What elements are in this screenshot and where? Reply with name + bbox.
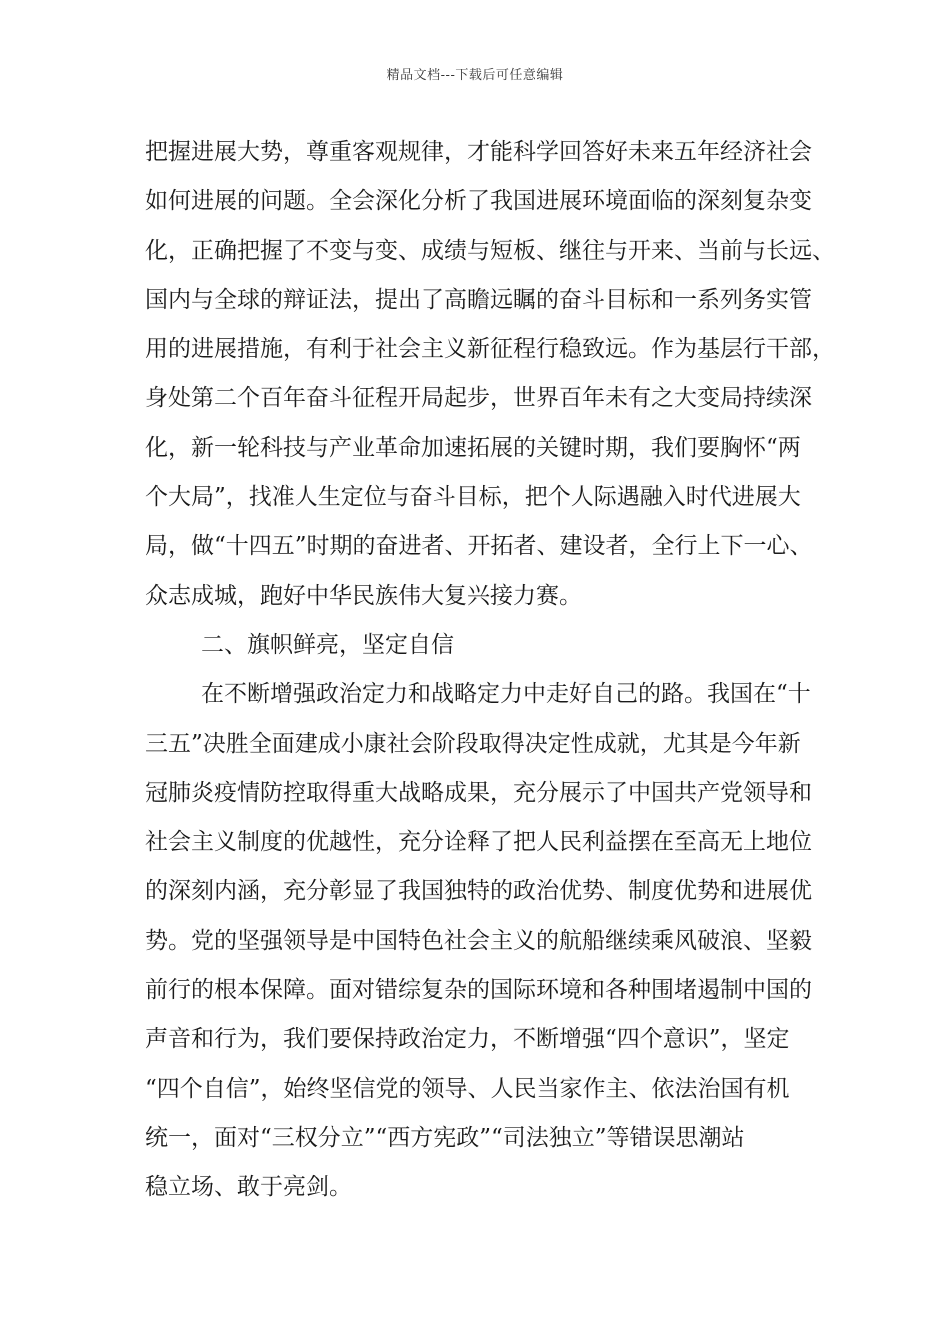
section-heading: 二、旗帜鲜亮，坚定自信 [201,631,454,658]
text-line: 前行的根本保障。面对错综复杂的国际环境和各种围堵遏制中国的 [145,977,812,1004]
text-line: 个大局”，找准人生定位与奋斗目标，把个人际遇融入时代进展大 [145,484,801,511]
text-line: 国内与全球的辩证法，提出了高瞻远瞩的奋斗目标和一系列务实管 [145,286,812,313]
text-line: 社会主义制度的优越性，充分诠释了把人民利益摆在至高无上地位 [145,829,812,856]
document-body [145,128,835,1213]
text-line: 身处第二个百年奋斗征程开局起步，世界百年未有之大变局持续深 [145,385,812,412]
text-line: “四个自信”，始终坚信党的领导、人民当家作主、依法治国有机 [145,1075,790,1102]
text-line: 众志成城，跑好中华民族伟大复兴接力赛。 [145,582,582,609]
text-line: 势。党的坚强领导是中国特色社会主义的航船继续乘风破浪、坚毅 [145,927,812,954]
text-line: 的深刻内涵，充分彰显了我国独特的政治优势、制度优势和进展优 [145,878,812,905]
text-line: 局，做“十四五”时期的奋进者、开拓者、建设者，全行上下一心、 [145,533,813,560]
text-line: 用的进展措施，有利于社会主义新征程行稳致远。作为基层行干部， [145,336,835,363]
text-line: 稳立场、敢于亮剑。 [145,1174,352,1201]
text-line: 冠肺炎疫情防控取得重大战略成果，充分展示了中国共产党领导和 [145,779,812,806]
text-line: 声音和行为，我们要保持政治定力，不断增强“四个意识”，坚定 [145,1026,790,1053]
text-line: 如何进展的问题。全会深化分析了我国进展环境面临的深刻复杂变 [145,188,812,215]
page-header: 精品文档---下载后可任意编辑 [386,68,564,83]
text-line: 化，新一轮科技与产业革命加速拓展的关键时期，我们要胸怀“两 [145,434,801,461]
text-line: 三五”决胜全面建成小康社会阶段取得决定性成就，尤其是今年新 [145,730,801,757]
text-line: 把握进展大势，尊重客观规律，才能科学回答好未来五年经济社会 [145,139,812,165]
text-line: 统一，面对“三权分立”“西方宪政”“司法独立”等错误思潮站 [145,1124,745,1151]
text-line: 化，正确把握了不变与变、成绩与短板、继往与开来、当前与长远、 [145,237,835,264]
text-line: 在不断增强政治定力和战略定力中走好自己的路。我国在“十 [201,681,811,708]
